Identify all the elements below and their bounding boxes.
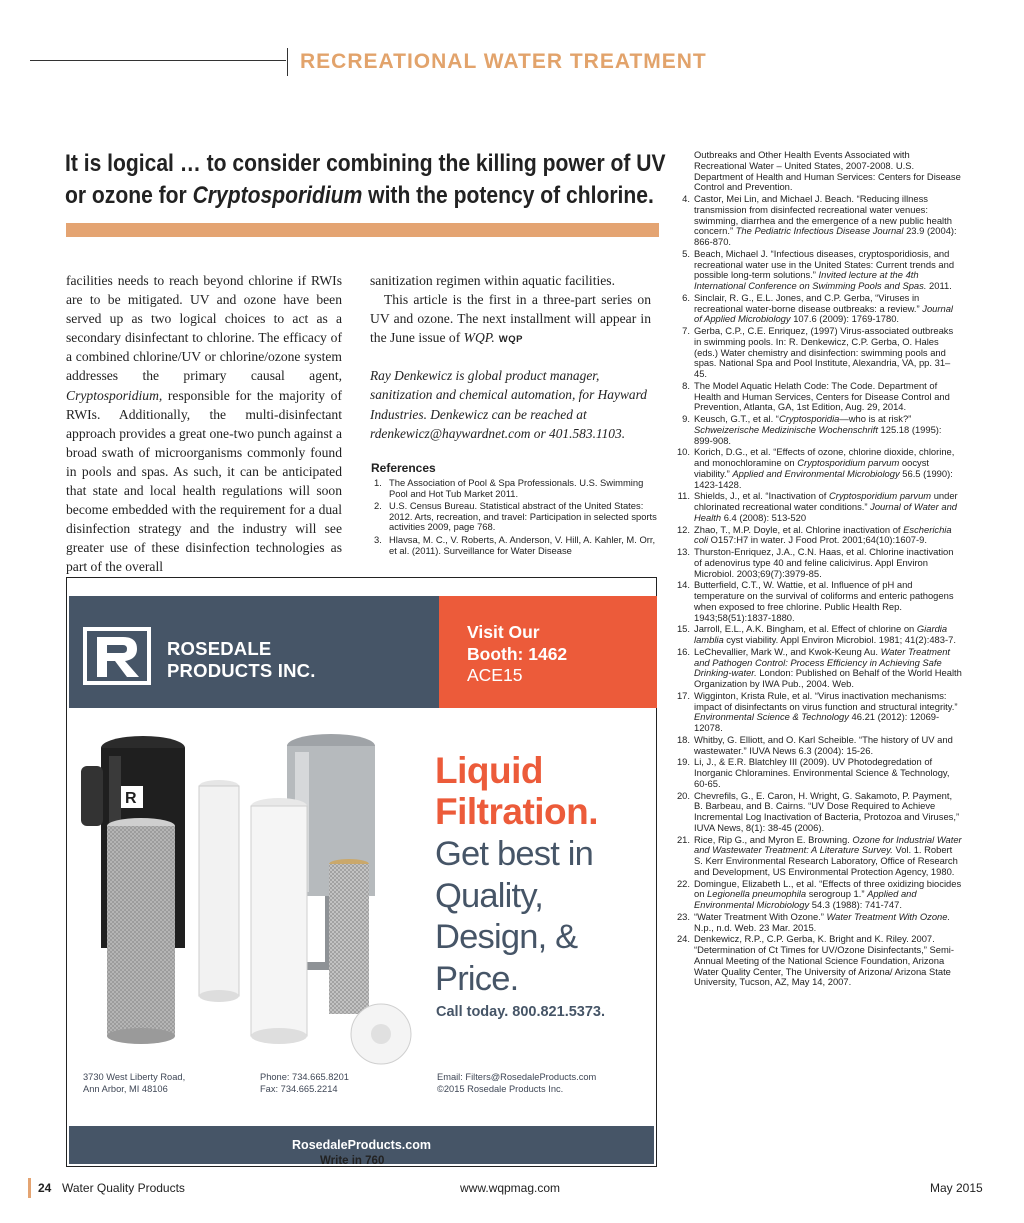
reference-item: 16. LeChevallier, Mark W., and Kwok-Keung Au. Water Treatment and Pathogen Control: Process Efficiency in Achieving Safe Drinking-water. London: Published on Behalf of the World Health Organization by IWA Pub., 2004. Web. bbox=[676, 645, 962, 689]
ad-brand-banner bbox=[69, 596, 439, 708]
booth-info: Visit Our Booth: 1462 ACE15 bbox=[467, 622, 568, 685]
pull-quote-emphasis: Cryptosporidium bbox=[192, 182, 363, 209]
reference-item: 18. Whitby, G. Elliott, and O. Karl Scheible. “The history of UV and wastewater.” IUVA News 6.3 (2004): 15-26. bbox=[676, 733, 953, 756]
pull-quote-line-1: It is logical … to consider combining the killing power of UV bbox=[65, 150, 666, 177]
reference-item: 1. The Association of Pool & Spa Professionals. U.S. Swimming Pool and Hot Tub Market 2011. bbox=[374, 477, 644, 499]
rosedale-logo-icon bbox=[83, 627, 151, 685]
reference-item: 12. Zhao, T., M.P. Doyle, et al. Chlorine inactivation of Escherichia coli O157:H7 in water. J Food Prot. 2001;64(10):1607-9. bbox=[676, 523, 952, 546]
body-column-1 bbox=[66, 271, 342, 577]
reference-item: 19. Li, J., & E.R. Blatchley III (2009). UV Photodegredation of Inorganic Chloramines. Environmental Science & Technology, 60-65. bbox=[676, 756, 950, 789]
ad-email: Email: Filters@RosedaleProducts.com ©2015 Rosedale Products Inc. bbox=[437, 1072, 597, 1094]
reference-item: Outbreaks and Other Health Events Associated with Recreational Water – United States, 2007-2008. U.S. Department of Health and Human Services: Centers for Disease Control and Prevention. bbox=[694, 149, 961, 193]
mesh-basket-icon bbox=[107, 818, 175, 1044]
reference-item: 23. “Water Treatment With Ozone.” Water Treatment With Ozone. N.p., n.d. Web. 23 Mar. 2015. bbox=[676, 910, 951, 933]
ad-headline: Liquid Filtration. bbox=[435, 750, 599, 832]
references-list bbox=[371, 478, 657, 558]
author-bio: Ray Denkewicz is global product manager, sanitization and chemical automation, for Hayward Industries. Denkewicz can be reached at rdenkewicz@haywardnet.com or 401.583.1103. bbox=[370, 368, 647, 441]
reference-item: 7. Gerba, C.P., C.E. Enriquez, (1997) Virus-associated outbreaks in swimming pools. In: R. Denkewicz, C.P. Gerba, O. Hales (eds.) Water chemistry and disinfection: swimming pools and spas. National Spa and Pool Institute, Alexandria, VA, pp. 31–45. bbox=[682, 325, 954, 379]
ad-booth-banner bbox=[439, 596, 657, 708]
reference-item: 10. Korich, D.G., et al. “Effects of ozone, chlorine dioxide, chlorine, and monochloramine on Cryptosporidium parvum oocyst viability.” Applied and Environmental Microbiology 56.5 (1990): 1423-1428. bbox=[676, 446, 955, 490]
pull-quote-text: or ozone for bbox=[65, 182, 193, 209]
body-paragraph: facilities needs to reach beyond chlorine if RWIs are to be mitigated. UV and ozone have been served up as two logical choices to act as a secondary disinfectant to chlorine. The efficacy of a combined chlorine/UV or chlorine/ozone system addresses the primary causal agent, Cryptosporidium, responsible for the majority of RWIs. Additionally, the multi-disinfectant approach provides a great one-two punch against a broad swath of microorganisms commonly found in pools and spas. As such, it can be anticipated that state and local health regulations will soon become embedded with the requirement for a dual disinfection strategy and the industry will see greater use of these disinfection technologies as part of the overall bbox=[66, 273, 342, 575]
ad-phone-fax: Phone: 734.665.8201 Fax: 734.665.2214 bbox=[260, 1072, 349, 1094]
pull-quote-text: with the potency of chlorine. bbox=[362, 182, 654, 209]
reference-item: 14. Butterfield, C.T., W. Wattie, et al. Influence of pH and temperature on the survival of coliforms and enteric pathogens when exposed to free chlorine. Public Health Rep. 1943;58(51):1837-1880. bbox=[676, 579, 954, 623]
references-list-continued bbox=[672, 150, 962, 989]
reference-item: 20. Chevrefils, G., E. Caron, H. Wright, G. Sakamoto, P. Payment, B. Barbeau, and B. Cairns. “UV Dose Required to Achieve Incremental Log Inactivation of Bacteria, Protozoa and Viruses,” IUVA News, 8(1): 38-45 (2006). bbox=[676, 789, 960, 833]
ad-subheadline: Get best in Quality, Design, & Price. bbox=[435, 835, 594, 998]
ad-website-link[interactable]: RosedaleProducts.com bbox=[69, 1126, 654, 1164]
svg-text:R: R bbox=[125, 790, 137, 807]
reference-item: 24. Denkewicz, R.P., C.P. Gerba, K. Bright and K. Riley. 2007. “Determination of Ct Times for UV/Ozone Disinfectants,” Semi-Annual Meeting of the National Science Foundation, Arizona Water Quality Center, The University of Arizona/ Arizona State University, Tucson, AZ, May 14, 2007. bbox=[676, 933, 954, 988]
page-number: 24 bbox=[38, 1181, 52, 1195]
advertisement[interactable] bbox=[66, 577, 657, 1167]
reference-item: 22. Domingue, Elizabeth L., et al. “Effects of three oxidizing biocides on Legionella pneumophila serogroup 1.” Applied and Environmental Microbiology 54.3 (1988): 741-747. bbox=[676, 877, 962, 910]
filter-products-image bbox=[81, 726, 431, 1066]
reference-item: 3. Hlavsa, M. C., V. Roberts, A. Anderson, V. Hill, A. Kahler, M. Orr, et al. (2011). Surveillance for Water Disease bbox=[374, 533, 656, 556]
section-rule bbox=[30, 60, 286, 61]
reference-item: 11. Shields, J., et al. “Inactivation of Cryptosporidium parvum under chlorinated recreational water conditions.” Journal of Water and Health 6.4 (2008): 513-520 bbox=[677, 490, 958, 523]
ad-address: 3730 West Liberty Road, Ann Arbor, MI 48106 bbox=[83, 1072, 186, 1094]
magazine-name: Water Quality Products bbox=[62, 1181, 185, 1195]
reference-item: 13. Thurston-Enriquez, J.A., C.N. Haas, et al. Chlorine inactivation of adenovirus type 40 and feline calicivirus. Appl Environ Microbiol. 2003;69(7):3979-85. bbox=[676, 546, 954, 579]
pull-quote-line-2 bbox=[65, 180, 654, 212]
reference-item: 15. Jarroll, E.L., A.K. Bingham, et al. Effect of chlorine on Giardia lamblia cyst viability. Appl Environ Microbiol. 1981; 41(2):483-7. bbox=[676, 623, 956, 645]
ad-call-to-action: Call today. 800.821.5373. bbox=[436, 1004, 606, 1020]
body-column-2 bbox=[370, 271, 651, 349]
white-cartridge-icon bbox=[199, 780, 239, 1002]
reference-item: 17. Wigginton, Krista Rule, et al. “Virus inactivation mechanisms: impact of disinfectants on virus function and structural integrity.” Environmental Science & Technology 46.21 (2012): 12069-12078. bbox=[676, 689, 958, 733]
ad-company-name: ROSEDALE PRODUCTS INC. bbox=[167, 638, 316, 681]
issue-date: May 2015 bbox=[930, 1181, 983, 1195]
pull-quote bbox=[65, 148, 666, 212]
section-title: RECREATIONAL WATER TREATMENT bbox=[300, 50, 707, 73]
reference-item: 8. The Model Aquatic Helath Code: The Code. Department of Health and Human Services, Centers for Disease Control and Prevention, Atlanta, GA, 1st Edition, Aug. 29, 2014. bbox=[682, 379, 950, 413]
body-paragraph: sanitization regimen within aquatic facilities. bbox=[370, 273, 615, 288]
pleated-disc-icon bbox=[351, 1004, 411, 1064]
folio-accent-bar bbox=[28, 1178, 31, 1198]
reference-item: 4. Castor, Mei Lin, and Michael J. Beach. “Reducing illness transmission from disinfected recreational water venues: swimming, diarrhea and the emergence of a new public health concern.” The Pediatric Infectious Disease Journal 23.9 (2004): 866-870. bbox=[682, 193, 957, 247]
references-heading: References bbox=[371, 461, 436, 475]
small-mesh-basket-icon bbox=[329, 859, 369, 1014]
pull-quote-bar bbox=[66, 223, 659, 237]
body-paragraph: This article is the first in a three-part series on UV and ozone. The next installment will appear in the June issue of WQP. WQP bbox=[370, 292, 651, 346]
reference-item: 5. Beach, Michael J. “Infectious diseases, cryptosporidiosis, and recreational water use in the United States: Current trends and possible long-term solutions.” Invited lecture at the 4th International Conference on Swimming Pools and Spas. 2011. bbox=[682, 247, 955, 291]
write-in-number: Write in 760 bbox=[320, 1155, 385, 1167]
reference-item: 6. Sinclair, R. G., E.L. Jones, and C.P. Gerba, “Viruses in recreational water-borne disease outbreaks: a review.” Journal of Applied Microbiology 107.6 (2009): 1769-1780. bbox=[682, 291, 953, 325]
reference-item: 21. Rice, Rip G., and Myron E. Browning. Ozone for Industrial Water and Wastewater Treatment: A Literature Survey. Vol. 1. Robert S. Kerr Environmental Research Laboratory, Office of Research and Development, US Environmental Protection Agency, 1980. bbox=[676, 833, 962, 877]
section-divider bbox=[287, 48, 288, 76]
pleated-cartridge-icon bbox=[251, 798, 307, 1044]
reference-item: 2. U.S. Census Bureau. Statistical abstract of the United States: 2012. Arts, recreation, and travel: Participation in selected sports activities 2009, page 768. bbox=[374, 500, 657, 533]
magazine-url[interactable]: www.wqpmag.com bbox=[460, 1181, 561, 1195]
reference-item: 9. Keusch, G.T., et al. “Cryptosporidia—who is at risk?” Schweizerische Medizinische Wochenschrift 125.18 (1995): 899-908. bbox=[682, 413, 942, 446]
end-mark: WQP bbox=[498, 334, 523, 346]
